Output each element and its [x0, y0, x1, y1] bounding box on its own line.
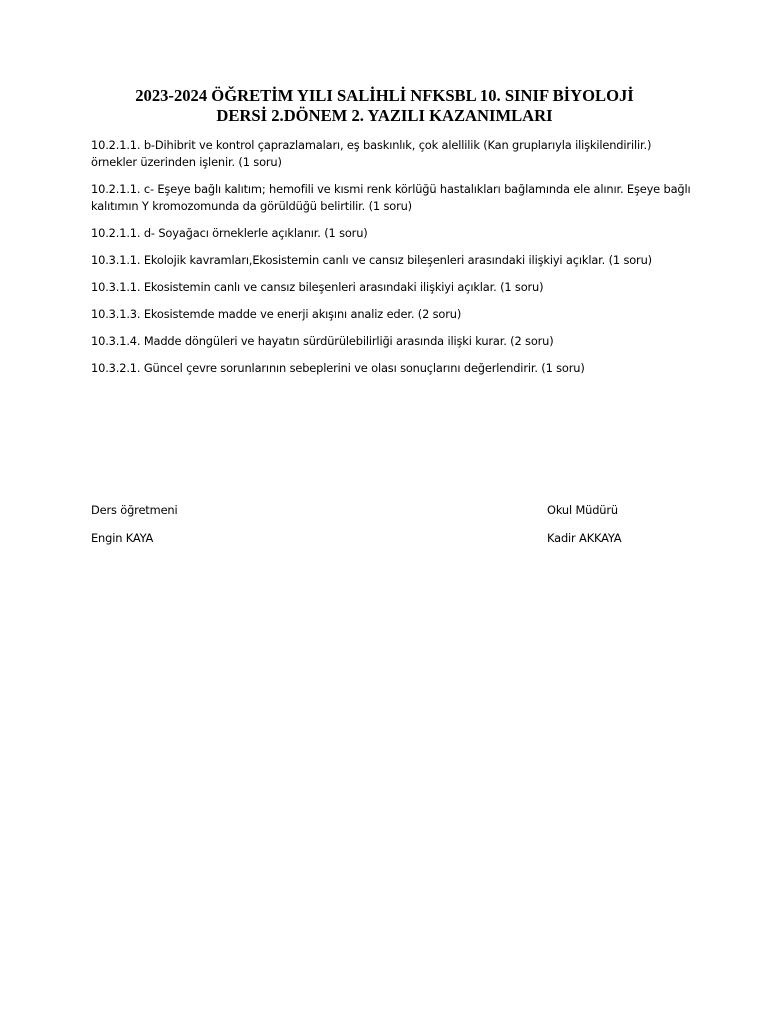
signature-block-teacher — [91, 502, 178, 547]
document-title — [92, 86, 677, 126]
outcome-item: 10.3.1.1. Ekolojik kavramları,Ekosistemin canlı ve cansız bileşenleri arasındaki ilişkiyi açıklar. (1 soru) — [91, 253, 652, 267]
outcome-item: 10.3.1.3. Ekosistemde madde ve enerji akışını analiz eder. (2 soru) — [91, 307, 462, 321]
signature-role: Okul Müdürü — [547, 503, 618, 517]
outcome-item: 10.2.1.1. d- Soyağacı örneklerle açıklanır. (1 soru) — [91, 226, 368, 240]
signature-name: Kadir AKKAYA — [547, 531, 622, 545]
outcome-item: 10.3.2.1. Güncel çevre sorunlarının sebeplerini ve olası sonuçlarını değerlendirir. (1 soru) — [91, 361, 585, 375]
outcome-item: 10.3.1.4. Madde döngüleri ve hayatın sürdürülebilirliği arasında ilişki kurar. (2 soru) — [91, 334, 554, 348]
signature-block-principal — [547, 502, 621, 547]
signature-name: Engin KAYA — [91, 531, 154, 545]
outcome-item: 10.3.1.1. Ekosistemin canlı ve cansız bileşenleri arasındaki ilişkiyi açıklar. (1 soru) — [91, 280, 544, 294]
title-line-2: DERSİ 2.DÖNEM 2. YAZILI KAZANIMLARI — [216, 106, 553, 125]
signature-role: Ders öğretmeni — [91, 503, 178, 517]
title-line-1: 2023-2024 ÖĞRETİM YILI SALİHLİ NFKSBL 10. SINIF BİYOLOJİ — [135, 86, 634, 105]
learning-outcomes-list — [91, 137, 691, 387]
outcome-item: 10.2.1.1. c- Eşeye bağlı kalıtım; hemofili ve kısmi renk körlüğü hastalıkları bağlamında ele alınır. Eşeye bağlı kalıtımın Y kromozomunda da görüldüğü belirtilir. (1 soru) — [91, 182, 691, 213]
outcome-item: 10.2.1.1. b-Dihibrit ve kontrol çaprazlamaları, eş baskınlık, çok alellilik (Kan gruplarıyla ilişkilendirilir.) örnekler üzerinden işlenir. (1 soru) — [91, 138, 652, 169]
